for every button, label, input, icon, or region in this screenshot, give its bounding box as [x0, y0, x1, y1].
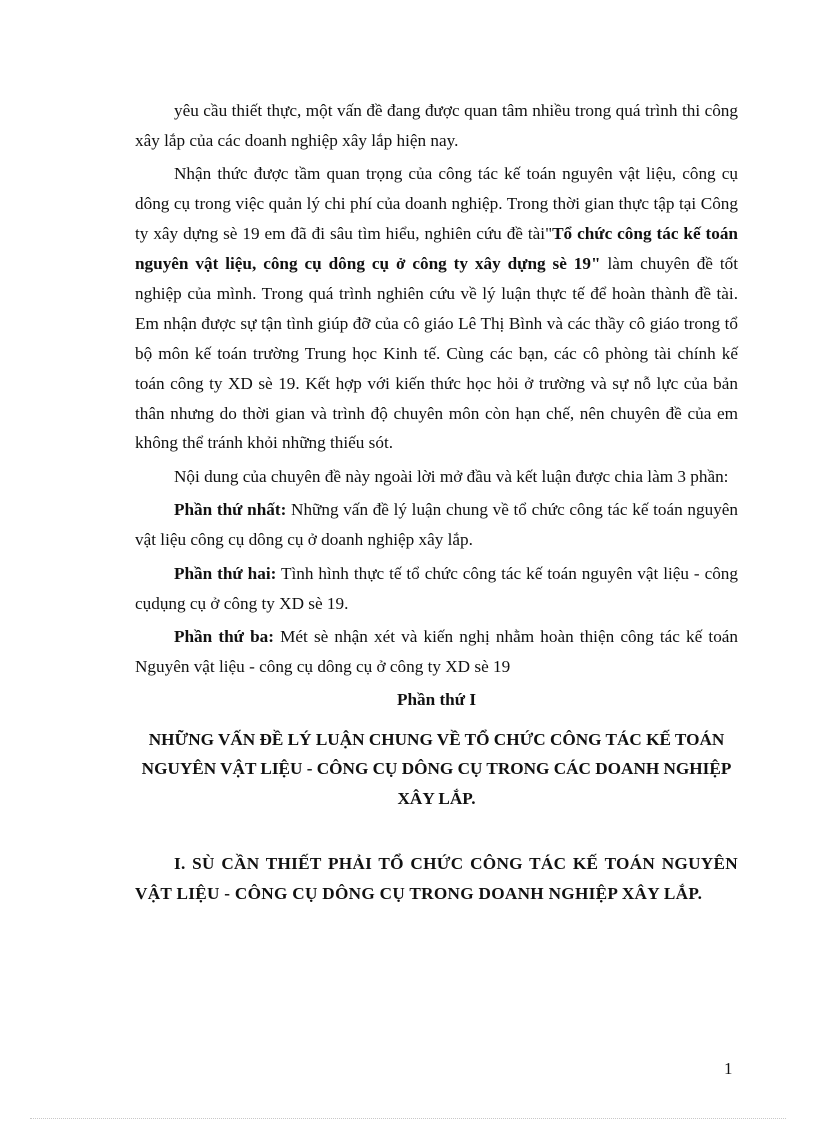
paragraph-topic: [135, 159, 738, 458]
chapter-label: Phần thứ I: [396, 689, 477, 709]
paragraph-part-1: [135, 495, 738, 555]
part-1-label: Phần thứ nhất:: [174, 500, 287, 520]
chapter-title: NHỮNG VẤN ĐỀ LÝ LUẬN CHUNG VỀ TỔ CHỨC CÔNG TÁC KẾ TOÁN NGUYÊN VẬT LIỆU - CÔNG CỤ DÔNG CỤ TRONG CÁC DOANH NGHIỆP XÂY LẮP.: [141, 729, 732, 808]
topic-rest-text: làm chuyên đề tốt nghiệp của mình. Trong quá trình nghiên cứu về lý luận thực tế để hoàn thành đề tài. Em nhận được sự tận tình giúp đỡ của cô giáo Lê Thị Bình và các thầy cô giáo trong tổ bộ môn kế toán trường Trung học Kinh tế. Cùng các bạn, các cô phòng tài chính kế toán công ty XD sè 19. Kết hợp với kiến thức học hỏi ở trường và sự nỗ lực của bản thân nhưng do thời gian và trình độ chuyên môn còn hạn chế, nên chuyên đề của em không thể tránh khỏi những thiếu sót.: [135, 254, 738, 453]
document-body: [135, 96, 738, 909]
page-bottom-divider: [30, 1118, 786, 1119]
part-3-text: Mét sè nhận xét và kiến nghị nhằm hoàn thiện công tác kế toán Nguyên vật liệu - công cụ dông cụ ở công ty XD sè 19: [135, 626, 739, 676]
paragraph-content-outline: Nội dung của chuyên đề này ngoài lời mở đầu và kết luận được chia làm 3 phần:: [174, 466, 729, 486]
part-1-text: Những vấn đề lý luận chung về tổ chức công tác kế toán nguyên vật liệu công cụ dông cụ ở doanh nghiệp xây lắp.: [135, 500, 739, 550]
paragraph-part-3: [135, 622, 738, 682]
part-3-label: Phần thứ ba:: [174, 626, 274, 646]
part-2-text: Tình hình thực tế tổ chức công tác kế toán nguyên vật liệu - công cụdụng cụ ở công ty XD sè 19.: [135, 563, 738, 613]
page-number: 1: [724, 1059, 733, 1078]
topic-title-bold: Tổ chức công tác kế toán nguyên vật liệu, công cụ dông cụ ở công ty xây dựng sè 19": [135, 224, 738, 274]
part-2-label: Phần thứ hai:: [174, 563, 277, 583]
paragraph-intro-continuation: yêu cầu thiết thực, một vấn đề đang được quan tâm nhiều trong quá trình thi công xây lắp của các doanh nghiệp xây lắp hiện nay.: [135, 101, 738, 150]
section-title: I. SÙ CẦN THIẾT PHẢI TỔ CHỨC CÔNG TÁC KẾ TOÁN NGUYÊN VẬT LIỆU - CÔNG CỤ DÔNG CỤ TRONG DOANH NGHIỆP XÂY LẮP.: [135, 854, 738, 904]
topic-lead-text: Nhận thức được tầm quan trọng của công tác kế toán nguyên vật liệu, công cụ dông cụ trong việc quản lý chi phí của doanh nghiệp. Trong thời gian thực tập tại Công ty xây dựng sè 19 em đã đi sâu tìm hiểu, nghiên cứu đề tài": [135, 164, 738, 244]
paragraph-part-2: [135, 559, 738, 619]
